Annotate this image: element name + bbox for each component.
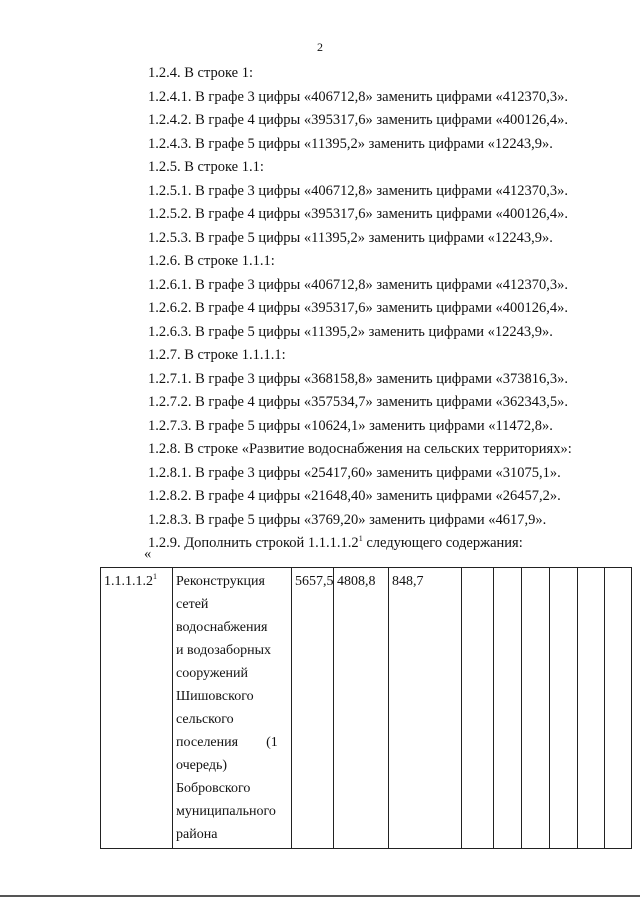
value-cell-col9 [550, 568, 578, 849]
description-line: муниципального [176, 804, 276, 819]
text-line: 1.2.5. В строке 1.1: [148, 159, 264, 175]
add-row-text-end: следующего содержания: [362, 535, 523, 551]
text-line: 1.2.7.3. В графе 5 цифры «10624,1» заменить цифрами «11472,8». [148, 417, 553, 434]
superscript: 1 [358, 534, 363, 543]
text-line: 1.2.5.1. В графе 3 цифры «406712,8» заменить цифрами «412370,3». [148, 182, 568, 199]
value-cell-col11 [605, 568, 632, 849]
description-line: района [176, 827, 218, 842]
text-line: 1.2.6.3. В графе 5 цифры «11395,2» заменить цифрами «12243,9». [148, 323, 553, 340]
text-line: 1.2.4. В строке 1: [148, 65, 254, 81]
text-line-add-row [148, 532, 628, 556]
added-row-table [100, 567, 632, 849]
text-line: 1.2.4.3. В графе 5 цифры «11395,2» заменить цифрами «12243,9». [148, 135, 553, 152]
text-line: 1.2.6.2. В графе 4 цифры «395317,6» заменить цифрами «400126,4». [148, 300, 568, 316]
text-line: 1.2.8.3. В графе 5 цифры «3769,20» заменить цифрами «4617,9». [148, 511, 547, 528]
text-line: 1.2.4.1. В графе 3 цифры «406712,8» заменить цифрами «412370,3». [148, 88, 568, 105]
value-cell-col10 [578, 568, 605, 849]
table-row [101, 568, 632, 849]
description-line: очередь) [176, 758, 228, 773]
row-code: 1.1.1.1.2 [104, 574, 153, 589]
value-cell-col4: 4808,8 [334, 568, 389, 849]
text-line: 1.2.6. В строке 1.1.1: [148, 253, 275, 269]
row-code-cell [101, 568, 173, 849]
value-cell-col7 [494, 568, 522, 849]
amendment-text [148, 62, 628, 556]
row-code-superscript: 1 [153, 572, 157, 581]
description-line: сельского [176, 712, 234, 727]
text-line: 1.2.4.2. В графе 4 цифры «395317,6» заменить цифрами «400126,4». [148, 112, 568, 128]
value-cell-col6 [462, 568, 494, 849]
text-line: 1.2.6.1. В графе 3 цифры «406712,8» заменить цифрами «412370,3». [148, 276, 568, 293]
text-line: 1.2.5.3. В графе 5 цифры «11395,2» заменить цифрами «12243,9». [148, 229, 553, 246]
bottom-rule [0, 895, 640, 897]
value-cell-col8 [522, 568, 550, 849]
text-line: 1.2.8. В строке «Развитие водоснабжения на сельских территориях»: [148, 441, 572, 457]
text-line: 1.2.5.2. В графе 4 цифры «395317,6» заменить цифрами «400126,4». [148, 206, 568, 222]
text-line: 1.2.7.1. В графе 3 цифры «368158,8» заменить цифрами «373816,3». [148, 370, 568, 387]
description-line: и водозаборных [176, 643, 271, 658]
description-line: Шишовского [176, 689, 254, 704]
description-line: сооружений [176, 666, 249, 681]
description-line: Реконструкция [176, 574, 265, 589]
add-row-text: 1.2.9. Дополнить строкой 1.1.1.1.2 [148, 535, 359, 551]
description-line: Бобровского [176, 781, 251, 796]
text-line: 1.2.7. В строке 1.1.1.1: [148, 347, 286, 363]
page-number: 2 [317, 40, 323, 54]
value-cell-col5: 848,7 [389, 568, 462, 849]
text-line: 1.2.8.1. В графе 3 цифры «25417,60» заменить цифрами «31075,1». [148, 464, 561, 481]
description-line: поселения (1 [176, 735, 278, 750]
text-line: 1.2.7.2. В графе 4 цифры «357534,7» заменить цифрами «362343,5». [148, 394, 568, 410]
description-line: сетей [176, 597, 209, 612]
value-cell-col3: 5657,5 [292, 568, 334, 849]
text-line: 1.2.8.2. В графе 4 цифры «21648,40» заменить цифрами «26457,2». [148, 488, 561, 504]
opening-quote: « [144, 546, 152, 562]
description-line: водоснабжения [176, 620, 268, 635]
description-cell [173, 568, 292, 849]
